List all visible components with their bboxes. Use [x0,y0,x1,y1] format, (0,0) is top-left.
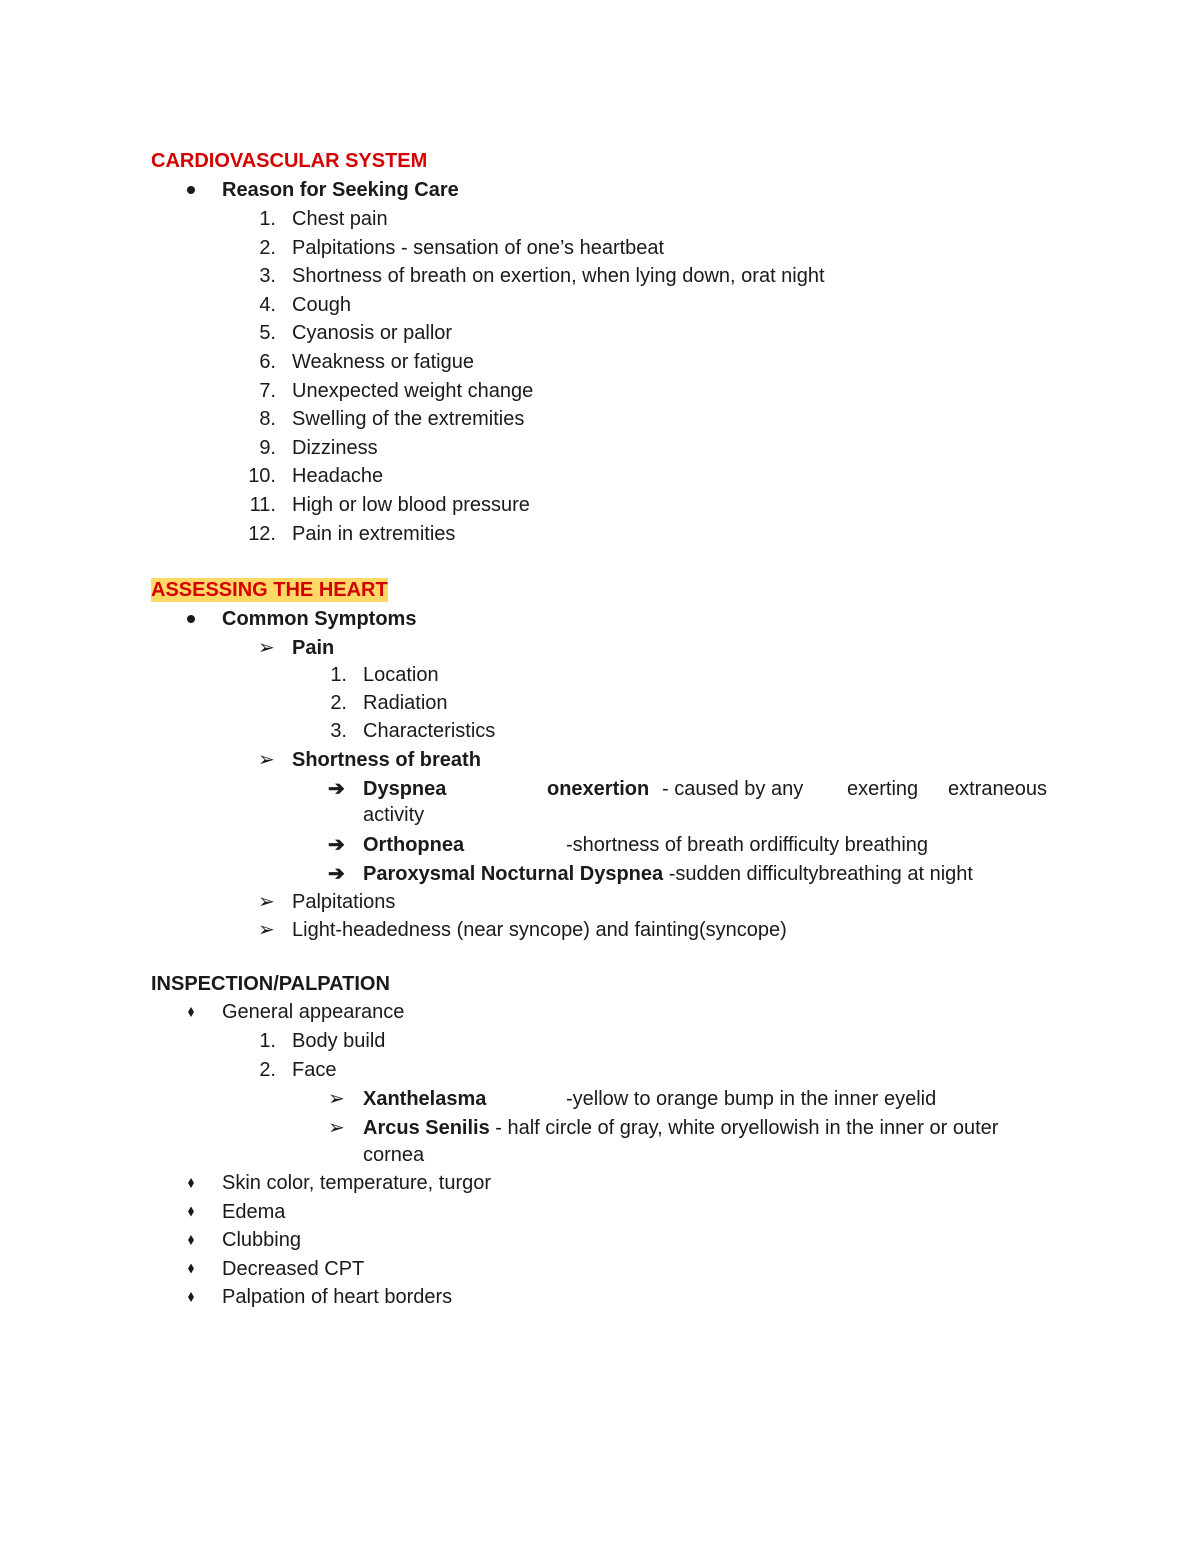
orthopnea-term: Orthopnea [363,834,465,856]
dyspnea-term-onexertion: onexertion [547,778,650,800]
arcus-desc-2: cornea [363,1144,425,1166]
list-item: Body build [292,1030,386,1052]
inspection-bullet-item: Palpation of heart borders [222,1286,453,1308]
pnd-line [363,862,973,886]
orthopnea-desc: -shortness of breath ordifficulty breathing [566,834,929,856]
list-number: 7. [259,379,276,402]
xanthelasma-desc: -yellow to orange bump in the inner eyelid [566,1088,937,1110]
section-title-inspection: INSPECTION/PALPATION [151,973,390,995]
symptom-pain: Pain [292,637,335,659]
list-item: Location [363,664,439,686]
list-number: 12. [248,522,276,545]
list-number: 1. [259,1030,276,1052]
dyspnea-term: Dyspnea [363,778,447,800]
inspection-bullet-item: Decreased CPT [222,1257,365,1280]
dyspnea-desc-3: extraneous [948,778,1047,800]
symptom-light-headedness: Light-headedness (near syncope) and fainting(syncope) [292,919,787,941]
inspection-bullet-item: Clubbing [222,1229,301,1251]
inspection-bullet-item: Skin color, temperature, turgor [222,1172,492,1194]
list-number: 1. [330,664,347,686]
list-item: Shortness of breath on exertion, when lying down, orat night [292,265,825,288]
xanthelasma-term: Xanthelasma [363,1088,487,1110]
arrow-bullet-icon: ➢ [258,637,275,659]
list-number: 3. [259,265,276,288]
right-arrow-icon: ➔ [328,778,345,800]
list-item: Swelling of the extremities [292,408,525,431]
arrow-bullet-icon: ➢ [328,1088,345,1110]
bullet-icon [187,186,195,194]
arrow-bullet-icon: ➢ [258,749,275,771]
list-number: 8. [259,408,276,431]
list-item: Cough [292,293,351,316]
bullet-reason-for-seeking-care: Reason for Seeking Care [222,179,459,201]
list-number: 4. [259,293,276,316]
list-number: 1. [259,208,276,230]
arrow-bullet-icon: ➢ [258,891,275,913]
pnd-term: Paroxysmal Nocturnal Dyspnea [363,863,664,885]
dyspnea-desc-2: exerting [847,778,919,800]
list-number: 11. [249,494,276,516]
symptom-shortness-of-breath: Shortness of breath [292,749,481,771]
list-item: Chest pain [292,208,388,230]
diamond-bullet-icon [188,1292,194,1302]
list-item: High or low blood pressure [292,494,530,516]
list-item: Radiation [363,692,448,714]
list-number: 2. [259,1059,276,1081]
dyspnea-desc-1: - caused by any [662,778,804,800]
list-number: 2. [330,692,347,714]
diamond-bullet-icon [188,1207,194,1217]
bullet-general-appearance: General appearance [222,1001,405,1023]
diamond-bullet-icon [188,1007,194,1017]
arcus-line [363,1116,998,1140]
list-item: Cyanosis or pallor [292,322,453,345]
right-arrow-icon: ➔ [328,834,345,856]
list-number: 6. [259,351,276,373]
bullet-icon [187,615,195,623]
list-item: Headache [292,465,384,488]
list-number: 2. [259,236,276,259]
list-item: Palpitations - sensation of one’s heartbeat [292,236,665,259]
list-item: Pain in extremities [292,522,456,545]
list-number: 9. [259,436,276,459]
list-item: Unexpected weight change [292,379,534,402]
list-item: Characteristics [363,720,496,742]
list-item: Weakness or fatigue [292,351,474,373]
list-item: Face [292,1059,337,1081]
arcus-term: Arcus Senilis [363,1117,490,1139]
right-arrow-icon: ➔ [328,863,345,885]
arrow-bullet-icon: ➢ [328,1117,345,1139]
inspection-bullet-item: Edema [222,1200,286,1223]
symptom-palpitations: Palpitations [292,891,396,913]
pnd-desc: -sudden difficultybreathing at night [668,863,973,885]
arrow-bullet-icon: ➢ [258,919,275,941]
list-number: 3. [330,720,347,742]
dyspnea-desc-4: activity [363,804,425,826]
list-number: 10. [248,465,276,488]
section-title-cardiovascular: CARDIOVASCULAR SYSTEM [151,150,428,172]
diamond-bullet-icon [188,1264,194,1274]
list-item: Dizziness [292,436,378,459]
section-title-assessing-heart: ASSESSING THE HEART [151,579,388,601]
list-number: 5. [259,322,276,345]
arcus-desc: - half circle of gray, white oryellowish in the inner or outer [489,1117,999,1139]
diamond-bullet-icon [188,1178,194,1188]
diamond-bullet-icon [188,1235,194,1245]
bullet-common-symptoms: Common Symptoms [222,608,417,630]
